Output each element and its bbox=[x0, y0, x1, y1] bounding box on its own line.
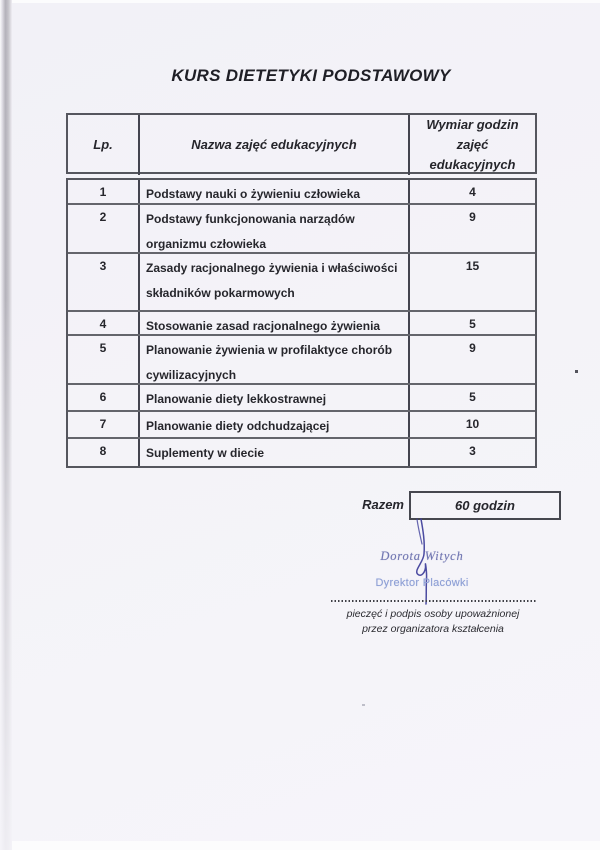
stamp-signer-name: Dorota Witych bbox=[380, 549, 464, 563]
row-number-cell: 7 bbox=[99, 417, 107, 431]
row-number-cell: 6 bbox=[99, 390, 107, 404]
row-name-line: organizmu człowieka bbox=[146, 237, 267, 251]
row-name-line: Suplementy w diecie bbox=[146, 446, 265, 460]
row-name-line: Zasady racjonalnego żywienia i właściwości bbox=[146, 261, 398, 275]
row-name-line: Stosowanie zasad racjonalnego żywienia bbox=[146, 319, 381, 333]
total-hours-value: 60 godzin bbox=[455, 498, 515, 513]
table-row bbox=[68, 385, 535, 412]
table-row bbox=[68, 412, 535, 439]
table-row bbox=[68, 336, 535, 385]
total-label: Razem bbox=[362, 497, 404, 512]
row-name-cell bbox=[138, 312, 408, 334]
table-row bbox=[68, 254, 535, 312]
course-table-header bbox=[66, 113, 537, 174]
row-number-cell: 8 bbox=[99, 444, 107, 458]
header-lp: Lp. bbox=[93, 137, 113, 153]
row-name-cell bbox=[138, 254, 408, 310]
row-hours-cell: 9 bbox=[408, 336, 535, 383]
row-hours-cell: 5 bbox=[408, 312, 535, 334]
row-name-line: cywilizacyjnych bbox=[146, 368, 237, 382]
row-number-cell: 5 bbox=[99, 341, 107, 355]
row-hours-cell: 15 bbox=[408, 254, 535, 310]
total-hours-box bbox=[409, 491, 561, 520]
table-row bbox=[68, 439, 535, 466]
stamp-signer-title: Dyrektor Placówki bbox=[375, 577, 469, 589]
row-number-cell: 4 bbox=[99, 317, 107, 331]
scan-artifact-dot bbox=[362, 704, 365, 706]
signature-caption-line1: pieczęć i podpis osoby upoważnionej bbox=[346, 608, 520, 620]
course-table-body bbox=[66, 178, 537, 468]
row-name-cell bbox=[138, 385, 408, 410]
row-hours-cell: 9 bbox=[408, 205, 535, 252]
row-name-line: Planowanie diety lekkostrawnej bbox=[146, 392, 327, 406]
signature-caption-line2: przez organizatora kształcenia bbox=[362, 623, 504, 635]
row-name-line: Podstawy nauki o żywieniu człowieka bbox=[146, 187, 361, 201]
row-number-cell: 2 bbox=[99, 210, 107, 224]
row-hours-cell: 5 bbox=[408, 385, 535, 410]
row-name-cell bbox=[138, 439, 408, 466]
header-hours: Wymiar godzin zajęć edukacyjnych bbox=[408, 115, 535, 175]
scan-artifact-dot bbox=[575, 370, 578, 373]
row-name-cell bbox=[138, 205, 408, 252]
document-title: KURS DIETETYKI PODSTAWOWY bbox=[171, 66, 451, 85]
row-name-line: Podstawy funkcjonowania narządów bbox=[146, 212, 355, 226]
row-hours-cell: 3 bbox=[408, 439, 535, 466]
signature-caption bbox=[313, 607, 553, 637]
row-name-cell bbox=[138, 412, 408, 437]
header-name: Nazwa zajęć edukacyjnych bbox=[138, 115, 408, 175]
row-name-line: Planowanie diety odchudzającej bbox=[146, 419, 330, 433]
row-number-cell: 1 bbox=[99, 185, 107, 199]
table-row bbox=[68, 312, 535, 336]
row-name-cell bbox=[138, 180, 408, 203]
scanner-edge-fade bbox=[0, 0, 12, 850]
row-name-line: składników pokarmowych bbox=[146, 286, 295, 300]
table-row bbox=[68, 205, 535, 254]
row-name-cell bbox=[138, 336, 408, 383]
signature-dotted-line bbox=[331, 600, 536, 602]
row-name-line: Planowanie żywienia w profilaktyce chorób bbox=[146, 343, 393, 357]
row-hours-cell: 4 bbox=[408, 180, 535, 203]
row-number-cell: 3 bbox=[99, 259, 107, 273]
row-hours-cell: 10 bbox=[408, 412, 535, 437]
table-row bbox=[68, 180, 535, 205]
